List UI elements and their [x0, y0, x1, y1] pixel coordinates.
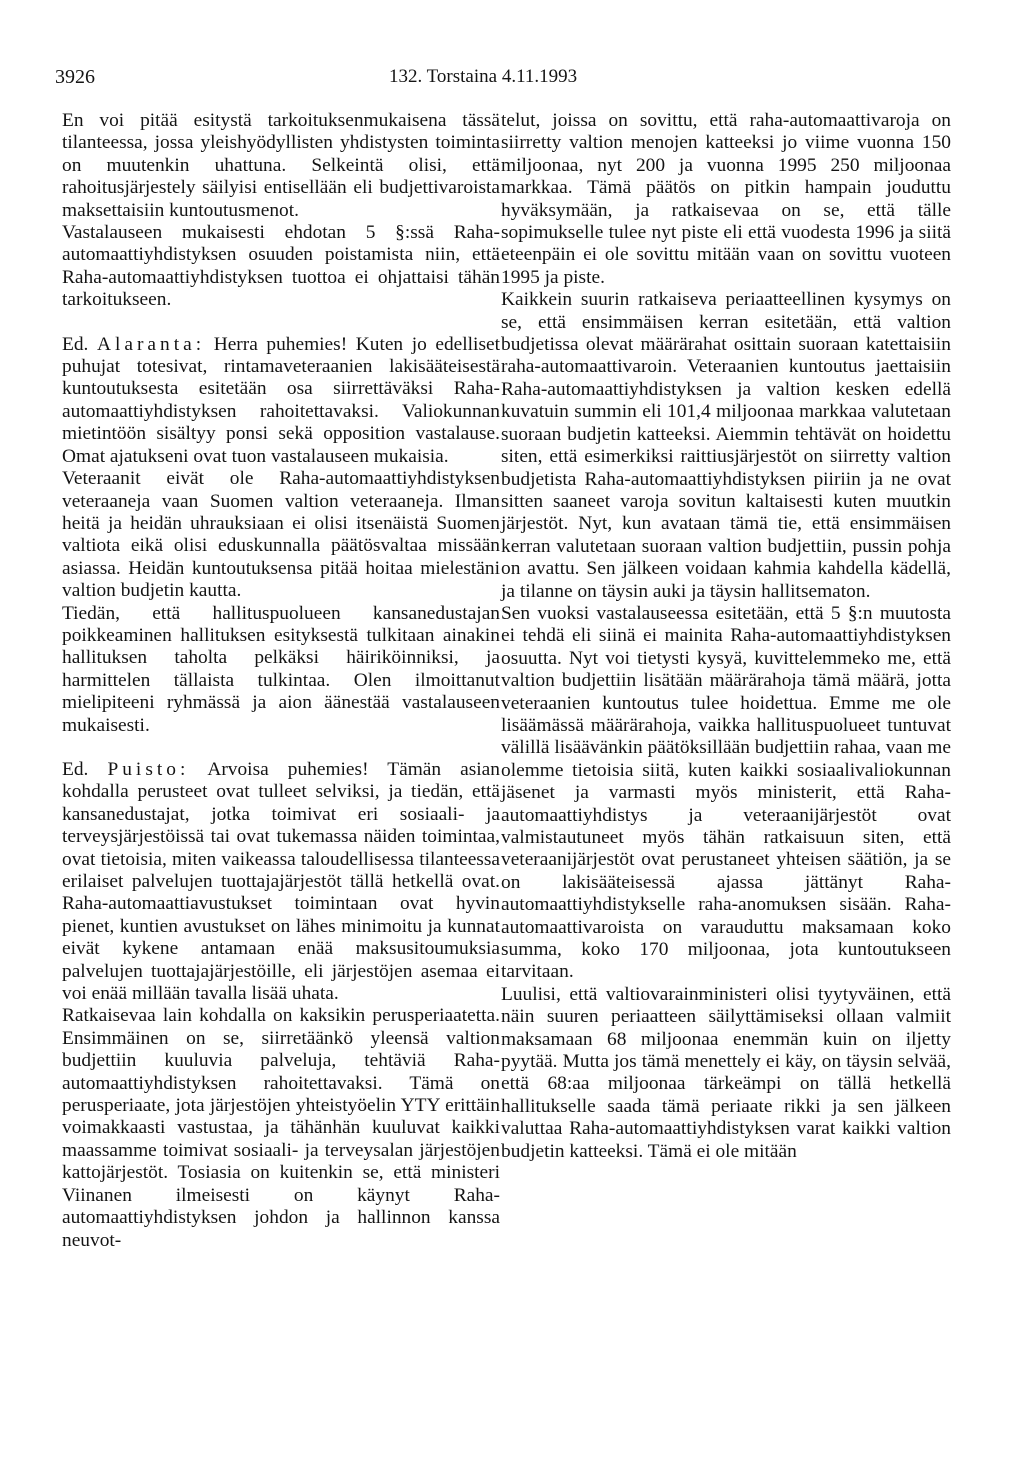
speaker-name: Alaranta: — [96, 333, 206, 355]
paragraph: Ratkaisevaa lain kohdalla on kaksikin perusperiaatetta. Ensimmäinen on se, siirretäänkö yleensä valtion budjettiin kuuluvia palveluja, tehtäviä Raha-automaattiyhdistyksen rahoitettavaksi. Tämä on perusperiaate, jota järjestöjen yhteistyöelin YTY erittäin voimakkaasti vastustaa, ja tähänhän kuuluvat kaikki maassamme toimivat sosiaali- ja terveysalan järjestöjen kattojärjestöt. Tosiasia on kuitenkin se, että ministeri Viinanen ilmeisesti on käynyt Raha-automaattiyhdistyksen johdon ja hallinnon kanssa neuvot- — [62, 1005, 500, 1251]
speaker-name: Puisto: — [107, 758, 190, 780]
speech-text: Arvoisa puhemies! Tämän asian kohdalla perusteet ovat tulleet selviksi, ja tiedän, että kansanedustajat, jotka toimivat eri sosiaali- ja terveysjärjestöissä tai ovat tukemassa näiden toimintaa, ovat tietoisia, miten vaikeassa taloudellisessa tilanteessa erilaiset palvelujen tuottajajärjestöt tällä hetkellä ovat. Raha-automaattiavustukset toimintaan ovat hyvin pienet, kuntien avustukset on lähes minimoitu ja kunnat eivät kykene antamaan enää maksusitoumuksia palvelujen tuottajajärjestöille, eli järjestöjen asemaa ei voi enää millään tavalla lisää uhata. — [62, 758, 500, 1005]
paragraph: Luulisi, että valtiovarainministeri olisi tyytyväinen, että näin suuren periaatteen säilyttämiseksi ollaan valmiit maksamaan 68 miljoonaa enemmän kuin on iljetty pyytää. Mutta jos tämä menettely ei käy, on täysin selvää, että 68:aa miljoonaa tärkeämpi on tällä hetkellä hallitukselle saada tämä periaate rikki ja sen jälkeen valuttaa Raha-automaattiyhdistyksen varat kaikki valtion budjetin katteeksi. Tämä ei ole mitään — [501, 983, 951, 1162]
page-number: 3926 — [55, 66, 95, 88]
paragraph: Veteraanit eivät ole Raha-automaattiyhdistyksen veteraaneja vaan Suomen valtion veteraaneja. Ilman heitä ja heidän uhrauksiaan ei olisi itsenäistä Suomen valtiota eikä olisi eduskunnalla päätösvaltaa missään asiassa. Heidän kuntoutuksensa pitää hoitaa mielestäni valtion budjetin kautta. — [62, 468, 500, 602]
paragraph: Tiedän, että hallituspuolueen kansanedustajan poikkeaminen hallituksen esityksestä tulkitaan ainakin hallituksen taholta pelkäksi häiriköinniksi, ja harmittelen tällaista tulkintaa. Olen ilmoittanut mielipiteeni ryhmässä ja aion äänestää vastalauseen mukaisesti. — [62, 602, 500, 736]
page-header-title: 132. Torstaina 4.11.1993 — [389, 66, 578, 87]
speech-alaranta — [62, 334, 500, 468]
speech-text: Herra puhemies! Kuten jo edelliset puhujat totesivat, rintamaveteraanien lakisääteisestä kuntoutuksesta esitetään osa siirrettäväksi Raha-automaattiyhdistyksen rahoitettavaksi. Valiokunnan mietintöön sisältyy ponsi sekä opposition vastalause. Omat ajatukseni ovat tuon vastalauseen mukaisia. — [62, 333, 500, 467]
speaker-prefix: Ed. — [62, 333, 89, 355]
paragraph: En voi pitää esitystä tarkoituksenmukaisena tässä tilanteessa, jossa yleishyödyllisten yhdistysten toiminta on muutenkin uhattuna. Selkeintä olisi, että rahoitusjärjestely säilyisi entisellään eli budjettivaroista maksettaisiin kuntoutusmenot. — [62, 110, 500, 221]
speaker-prefix: Ed. — [62, 758, 89, 780]
right-column — [501, 110, 951, 1163]
paragraph: Sen vuoksi vastalauseessa esitetään, että 5 §:n muutosta ei tehdä eli siinä ei mainita Raha-automaattiyhdistyksen osuutta. Nyt voi tietysti kysyä, kuvittelemmeko me, että valtion budjettiin lisätään määrärahoja tämä määrä, jotta veteraanien kuntoutus tulee hoidettua. Emme me ole lisäämässä määrärahoja, vaikka hallituspuolueet tuntuvat välillä lisäävänkin päätöksillään budjettiin rahaa, vaan me olemme tietoisia siitä, kuten kaikki sosiaalivaliokunnan jäsenet ja varmasti myös ministerit, että Raha-automaattiyhdistys ja veteraanijärjestöt ovat valmistautuneet myös tähän ratkaisuun siten, että veteraanijärjestöt ovat perustaneet yhteisen säätiön, ja se on lakisääteisessä ajassa jättänyt Raha-automaattiyhdistykselle raha-anomuksen sisään. Raha-automaattivaroista on varauduttu maksamaan koko summa, koko 170 miljoonaa, jota kuntoutukseen tarvitaan. — [501, 602, 951, 983]
paragraph: Vastalauseen mukaisesti ehdotan 5 §:ssä Raha-automaattiyhdistyksen osuuden poistamista niin, että Raha-automaattiyhdistyksen tuottoa ei ohjattaisi tähän tarkoitukseen. — [62, 222, 500, 311]
speech-puisto — [62, 759, 500, 1005]
paragraph: telut, joissa on sovittu, että raha-automaattivaroja on siirretty valtion menojen katteeksi jo viime vuonna 150 miljoonaa, nyt 200 ja vuonna 1995 250 miljoonaa markkaa. Tämä päätös on pitkin hampain jouduttu hyväksymään, ja ratkaisevaa on se, että tälle sopimukselle tulee nyt piste eli että vuodesta 1996 ja siitä eteenpäin ei ole sovittu mitään vaan on sovittu vuoteen 1995 ja piste. — [501, 110, 951, 288]
paragraph: Kaikkein suurin ratkaiseva periaatteellinen kysymys on se, että ensimmäisen kerran esitetään, että valtion budjetissa olevat määrärahat osittain suoraan katettaisiin raha-automaattivaroin. Veteraanien kuntoutus jaettaisiin Raha-automaattiyhdistyksen ja valtion kesken edellä kuvatuin summin eli 101,4 miljoonaa markkaa valutetaan suoraan budjetin katteeksi. Aiemmin tehtävät on hoidettu siten, että esimerkiksi raittiusjärjestöt on siirretty valtion budjetista Raha-automaattiyhdistyksen piiriin ja ne ovat sitten saaneet varoja sovitun kaltaisesti kuten muutkin järjestöt. Nyt, kun avataan tämä tie, että ensimmäisen kerran valutetaan suoraan valtion budjettiin, pussin pohja on avattu. Sen jälkeen voidaan kahmia kahdella kädellä, ja tilanne on täysin auki ja täysin hallitsematon. — [501, 289, 951, 602]
left-column — [62, 110, 500, 1252]
